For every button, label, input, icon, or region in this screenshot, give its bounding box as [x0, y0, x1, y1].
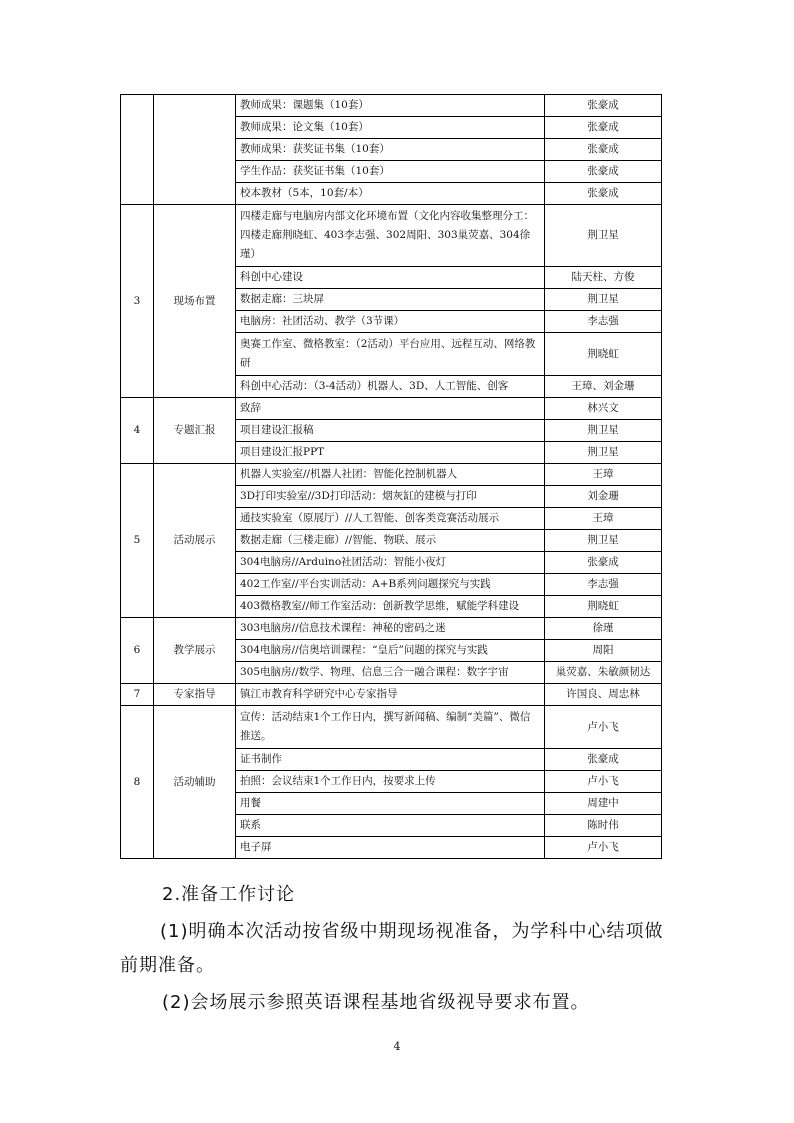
- row-number: 4: [121, 398, 154, 464]
- task-cell: 学生作品：获奖证书集（10套）: [236, 161, 545, 183]
- section-heading: 2.准备工作讨论: [162, 884, 296, 905]
- row-number: 7: [121, 684, 154, 706]
- row-number: 5: [121, 464, 154, 618]
- task-cell: 305电脑房//数学、物理、信息三合一融合课程：数字宇宙: [236, 662, 545, 684]
- row-category: 教学展示: [154, 618, 236, 684]
- task-cell: 用餐: [236, 793, 545, 815]
- person-cell: 巢荧嘉、朱敏颜韧达: [545, 662, 662, 684]
- person-cell: 陆天柱、方俊: [545, 267, 662, 289]
- person-cell: 王璋、刘金珊: [545, 376, 662, 398]
- person-cell: 张豪成: [545, 95, 662, 117]
- row-category: [154, 95, 236, 205]
- table-row: [121, 464, 662, 486]
- row-category: 活动展示: [154, 464, 236, 618]
- person-cell: 荆卫星: [545, 289, 662, 311]
- task-cell: 科创中心活动：（3-4活动）机器人、3D、人工智能、创客: [236, 376, 545, 398]
- task-cell: 宣传：活动结束1个工作日内，撰写新闻稿、编制“美篇”、微信推送。: [236, 706, 545, 749]
- person-cell: 荆卫星: [545, 530, 662, 552]
- person-cell: 王璋: [545, 508, 662, 530]
- task-cell: 奥赛工作室、微格教室：（2活动）平台应用、远程互动、网络教研: [236, 333, 545, 376]
- task-cell: 电脑房：社团活动、教学（3节课）: [236, 311, 545, 333]
- row-category: 专家指导: [154, 684, 236, 706]
- task-cell: 联系: [236, 815, 545, 837]
- task-cell: 项目建设汇报稿: [236, 420, 545, 442]
- person-cell: 卢小飞: [545, 706, 662, 749]
- person-cell: 张豪成: [545, 117, 662, 139]
- person-cell: 荆卫星: [545, 420, 662, 442]
- task-cell: 证书制作: [236, 749, 545, 771]
- person-cell: 陈时伟: [545, 815, 662, 837]
- task-cell: 教师成果：课题集（10套）: [236, 95, 545, 117]
- task-cell: 致辞: [236, 398, 545, 420]
- table-row: [121, 205, 662, 267]
- arrangement-table: [120, 94, 662, 859]
- task-cell: 303电脑房//信息技术课程：神秘的密码之迷: [236, 618, 545, 640]
- person-cell: 荆晓虹: [545, 333, 662, 376]
- person-cell: 荆卫星: [545, 442, 662, 464]
- row-category: 专题汇报: [154, 398, 236, 464]
- task-cell: 304电脑房//Arduino社团活动：智能小夜灯: [236, 552, 545, 574]
- task-cell: 电子屏: [236, 837, 545, 859]
- task-cell: 镇江市教育科学研究中心专家指导: [236, 684, 545, 706]
- person-cell: 许国良、周忠林: [545, 684, 662, 706]
- task-cell: 402工作室//平台实训活动：A+B系列问题探究与实践: [236, 574, 545, 596]
- table-row: [121, 706, 662, 749]
- person-cell: 张豪成: [545, 139, 662, 161]
- row-number: [121, 95, 154, 205]
- person-cell: 卢小飞: [545, 771, 662, 793]
- table-row: [121, 398, 662, 420]
- person-cell: 徐瑾: [545, 618, 662, 640]
- row-category: 活动辅助: [154, 706, 236, 859]
- table-row: [121, 618, 662, 640]
- person-cell: 张豪成: [545, 749, 662, 771]
- task-cell: 教师成果：论文集（10套）: [236, 117, 545, 139]
- task-cell: 403微格教室//师工作室活动：创新教学思维，赋能学科建设: [236, 596, 545, 618]
- task-cell: 304电脑房//信奥培训课程：“皇后”问题的探究与实践: [236, 640, 545, 662]
- row-category: 现场布置: [154, 205, 236, 398]
- discussion-item-2: (2)会场展示参照英语课程基地省级视导要求布置。: [162, 992, 590, 1013]
- discussion-item-1: (1)明确本次活动按省级中期现场视准备，为学科中心结项做前期准备。: [120, 921, 664, 976]
- person-cell: 张豪成: [545, 183, 662, 205]
- task-cell: 机器人实验室//机器人社团：智能化控制机器人: [236, 464, 545, 486]
- person-cell: 周阳: [545, 640, 662, 662]
- task-cell: 拍照：会议结束1个工作日内，按要求上传: [236, 771, 545, 793]
- table-row: [121, 684, 662, 706]
- task-cell: 科创中心建设: [236, 267, 545, 289]
- task-cell: 数据走廊（三楼走廊）//智能、物联、展示: [236, 530, 545, 552]
- table-row: [121, 95, 662, 117]
- task-cell: 通技实验室（原展厅）//人工智能、创客类竞赛活动展示: [236, 508, 545, 530]
- page-number: 4: [393, 1040, 401, 1053]
- person-cell: 林兴文: [545, 398, 662, 420]
- person-cell: 荆卫星: [545, 205, 662, 267]
- task-cell: 校本教材（5本，10套/本）: [236, 183, 545, 205]
- task-cell: 项目建设汇报PPT: [236, 442, 545, 464]
- task-cell: 数据走廊：三块屏: [236, 289, 545, 311]
- person-cell: 卢小飞: [545, 837, 662, 859]
- task-cell: 教师成果：获奖证书集（10套）: [236, 139, 545, 161]
- person-cell: 李志强: [545, 311, 662, 333]
- task-cell: 3D打印实验室//3D打印活动：烟灰缸的建模与打印: [236, 486, 545, 508]
- row-number: 3: [121, 205, 154, 398]
- row-number: 8: [121, 706, 154, 859]
- person-cell: 刘金珊: [545, 486, 662, 508]
- person-cell: 王璋: [545, 464, 662, 486]
- person-cell: 周建中: [545, 793, 662, 815]
- person-cell: 张豪成: [545, 161, 662, 183]
- row-number: 6: [121, 618, 154, 684]
- task-cell: 四楼走廊与电脑房内部文化环境布置（文化内容收集整理分工：四楼走廊荆晓虹、403李志强、302周阳、303巢荧嘉、304徐瑾）: [236, 205, 545, 267]
- person-cell: 张豪成: [545, 552, 662, 574]
- person-cell: 李志强: [545, 574, 662, 596]
- person-cell: 荆晓虹: [545, 596, 662, 618]
